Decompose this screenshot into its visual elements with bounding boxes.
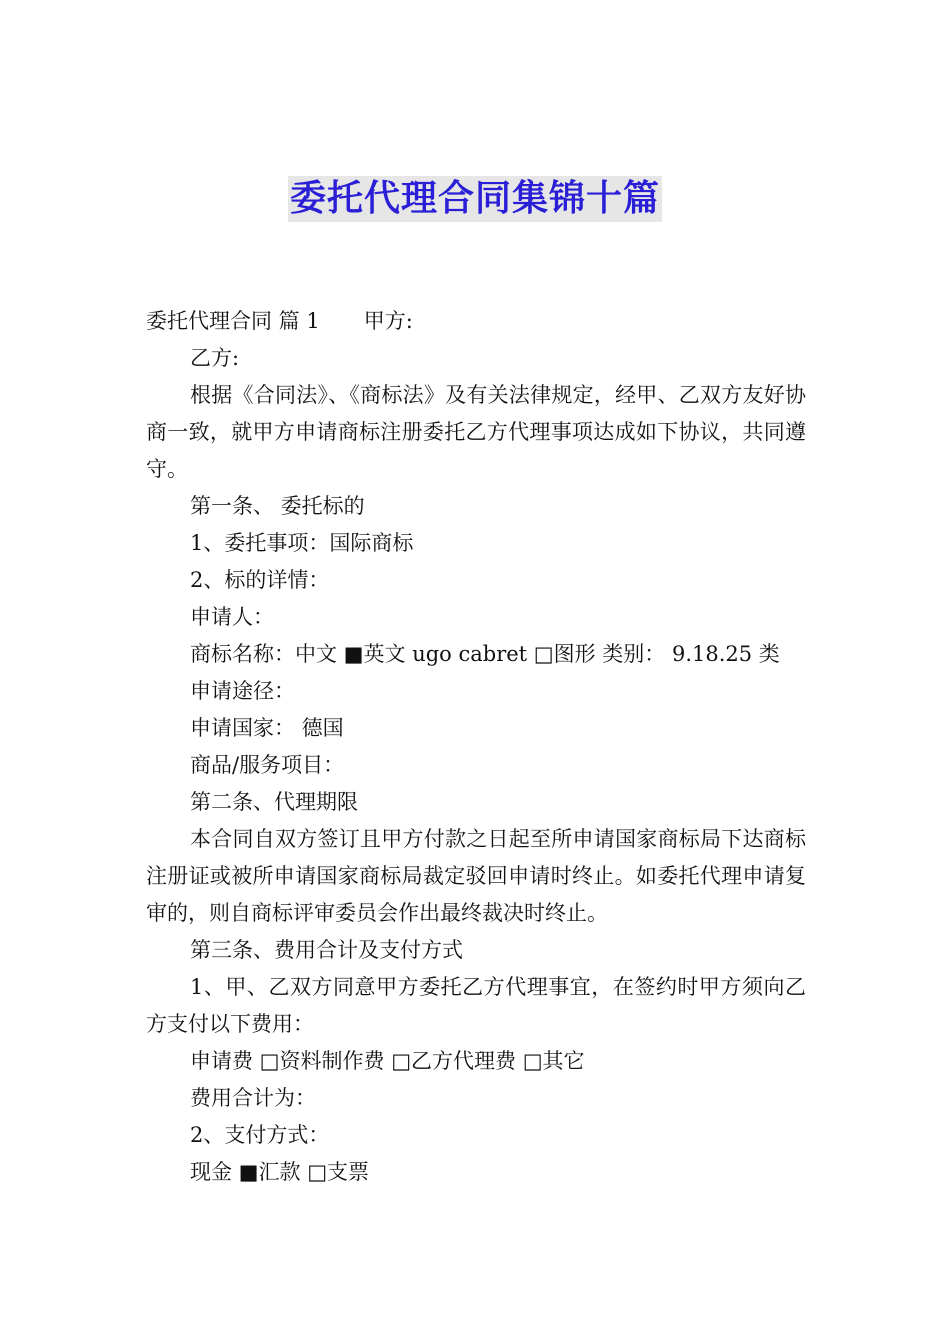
article-2-heading: 第二条、代理期限 (190, 790, 358, 814)
application-country-line: 申请国家： 德国 (190, 716, 344, 740)
payment-method-heading: 2、支付方式： (190, 1123, 330, 1147)
article-3-heading: 第三条、费用合计及支付方式 (190, 938, 463, 962)
agency-term-paragraph: 本合同自双方签订且甲方付款之日起至所申请国家商标局下达商标注册证或被所申请国家商标局裁定驳回申请时终止。如委托代理申请复审的，则自商标评审委员会作出最终裁决时终止。 (146, 827, 806, 925)
applicant-line: 申请人： (190, 605, 274, 629)
fee-options-line: 申请费 □资料制作费 □乙方代理费 □其它 (190, 1049, 585, 1073)
article-1-heading: 第一条、 委托标的 (190, 494, 365, 518)
contract-section-label: 委托代理合同 篇 1 (146, 309, 320, 333)
goods-services-line: 商品/服务项目： (190, 753, 345, 777)
document-body (146, 303, 806, 1191)
paragraph-heading-line (146, 303, 806, 340)
entrusted-matter: 1、委托事项：国际商标 (190, 531, 414, 555)
party-a-label: 甲方: (363, 309, 413, 333)
party-b-label: 乙方: (190, 346, 240, 370)
trademark-name-line: 商标名称：中文 ■英文 ugo cabret □图形 类别： 9.18.25 类 (190, 642, 780, 666)
title-container (0, 176, 950, 222)
payment-options-line: 现金 ■汇款 □支票 (190, 1160, 370, 1184)
application-route-line: 申请途径： (190, 679, 295, 703)
fee-agreement-paragraph: 1、甲、乙双方同意甲方委托乙方代理事宜，在签约时甲方须向乙方支付以下费用： (146, 975, 806, 1036)
paragraph-preamble: 根据《合同法》、《商标法》及有关法律规定，经甲、乙双方友好协商一致，就甲方申请商标注册委托乙方代理事项达成如下协议，共同遵守。 (146, 383, 806, 481)
document-title: 委托代理合同集锦十篇 (288, 176, 662, 222)
fee-total-line: 费用合计为： (190, 1086, 316, 1110)
subject-details: 2、标的详情： (190, 568, 330, 592)
